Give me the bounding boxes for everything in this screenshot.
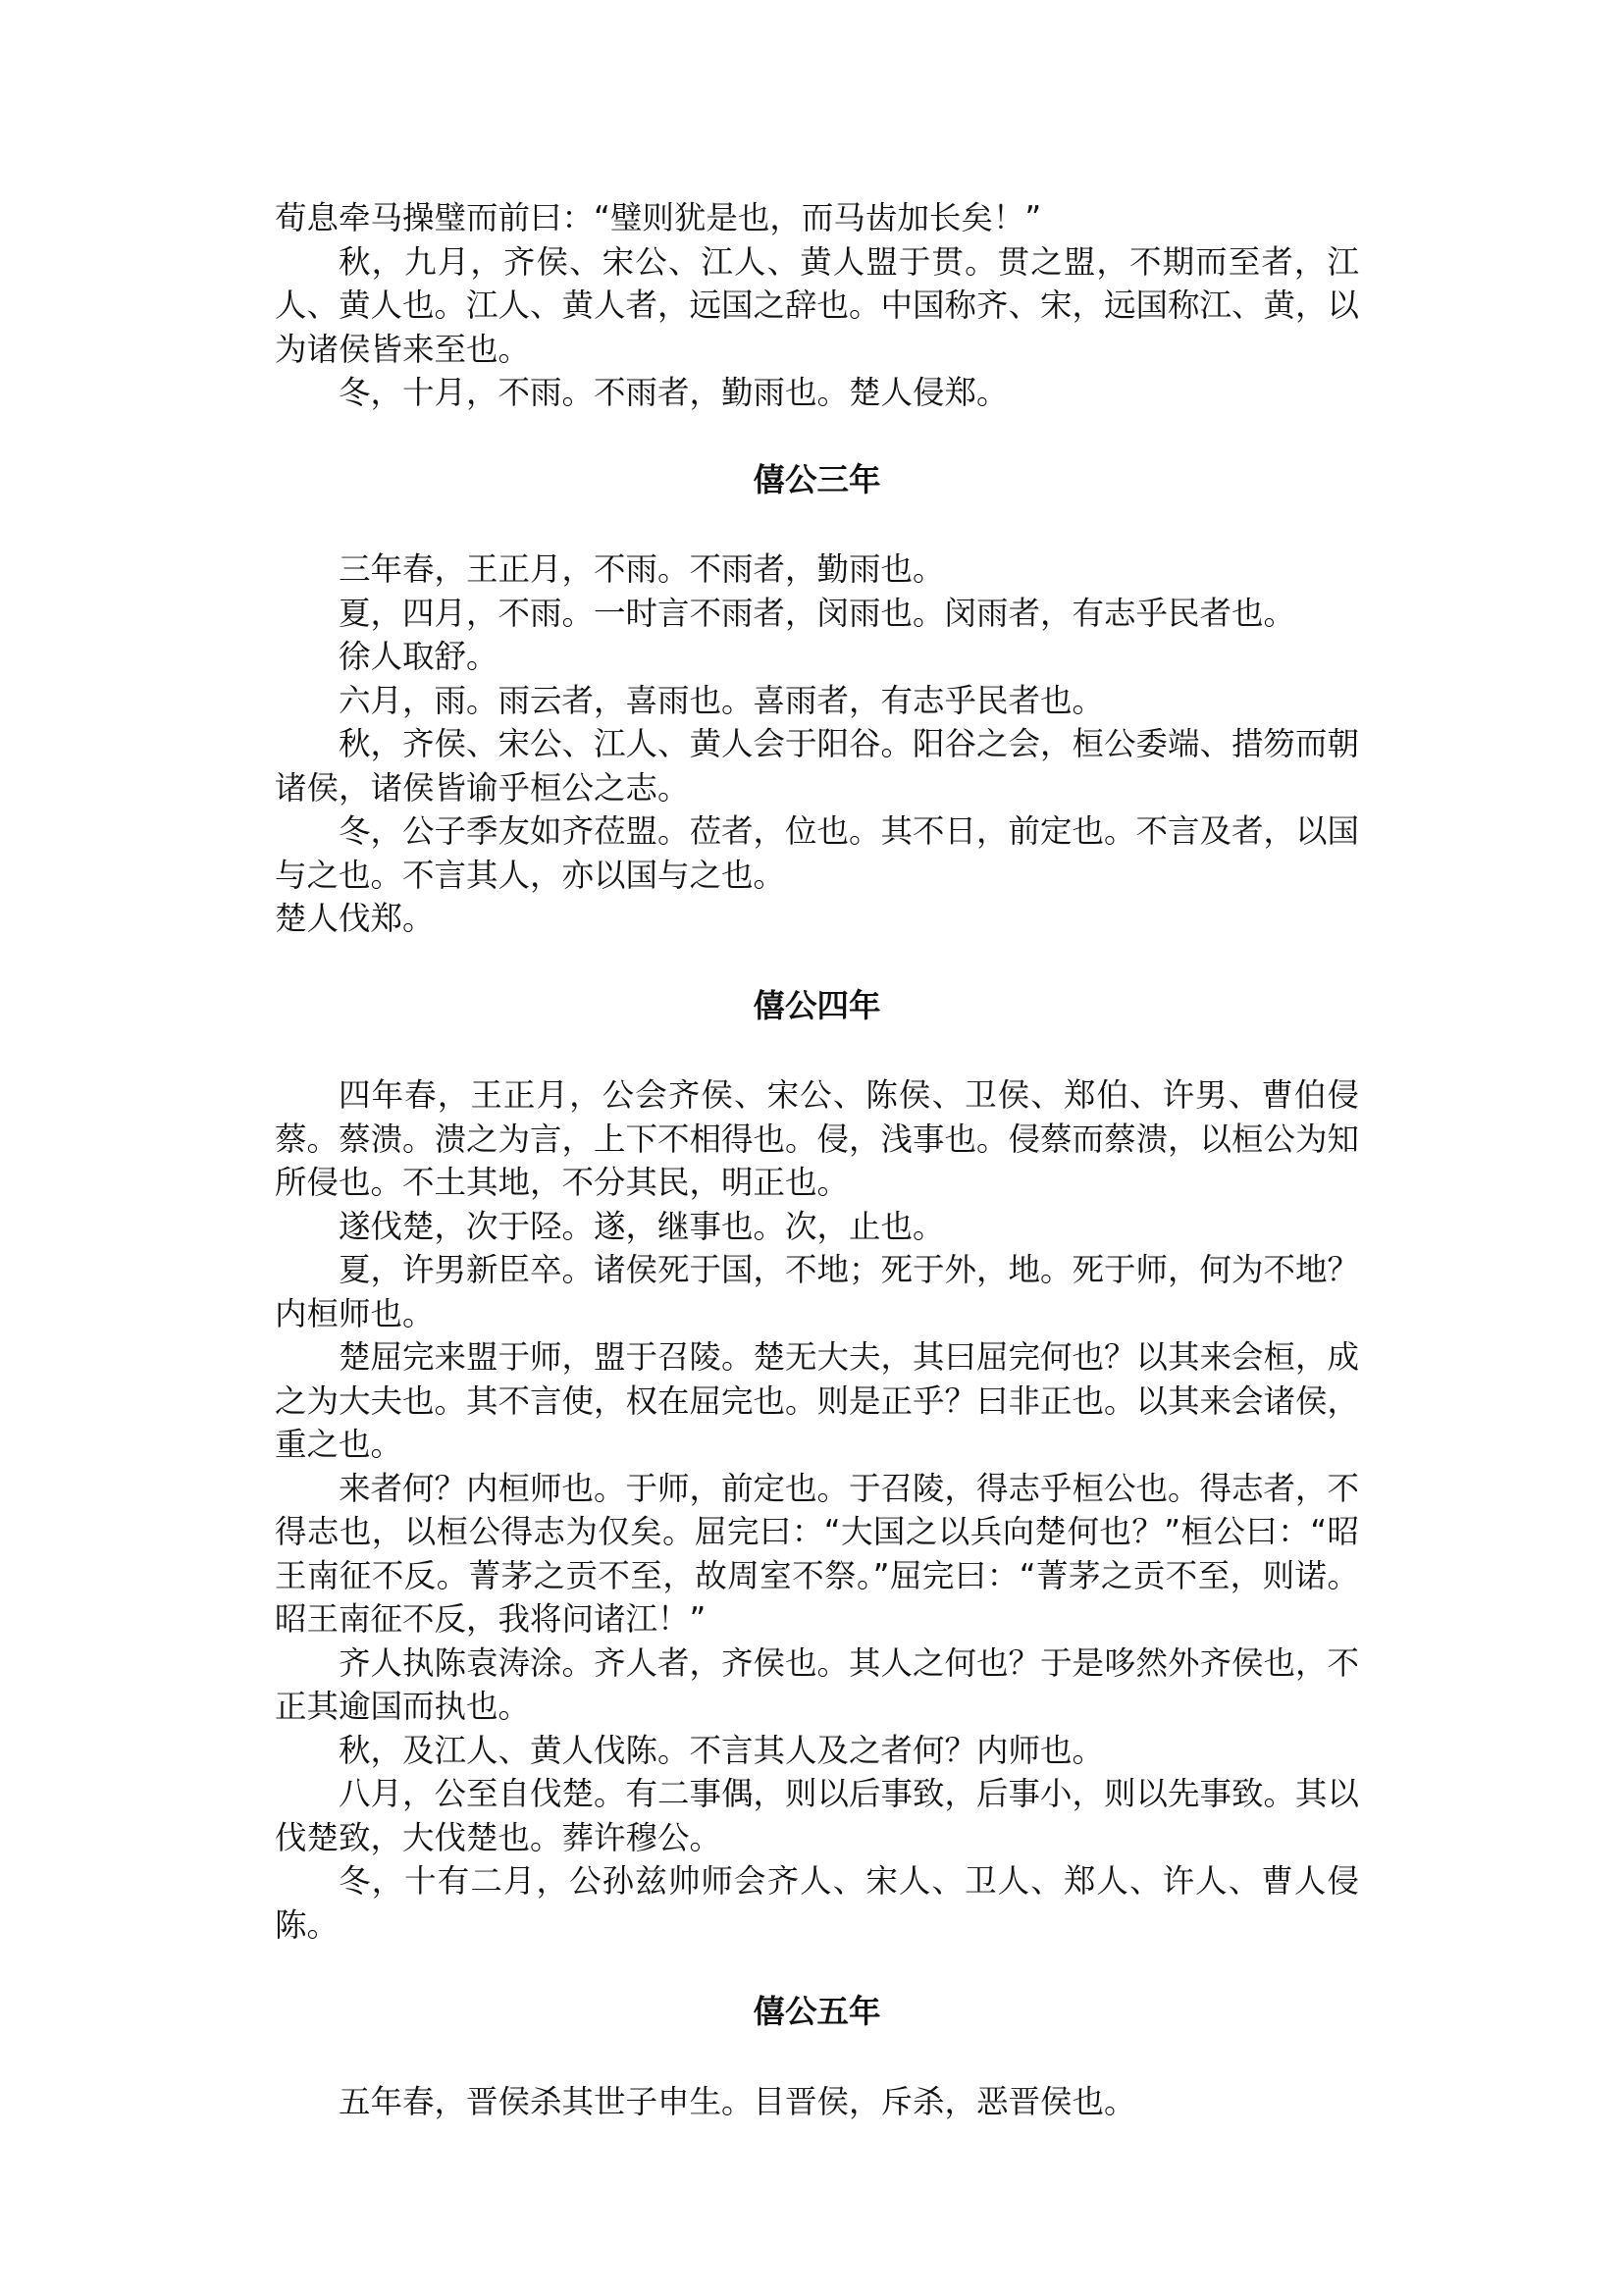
paragraph: 六月，雨。雨云者，喜雨也。喜雨者，有志乎民者也。	[339, 681, 1105, 719]
paragraph: 秋，齐侯、宋公、江人、黄人会于阳谷。阳谷之会，桓公委端、措笏而朝诸侯，诸侯皆谕乎桓公之志。	[275, 725, 1360, 807]
paragraph: 夏，许男新臣卒。诸侯死于国，不地；死于外，地。死于师，何为不地？内桓师也。	[275, 1251, 1360, 1332]
section-heading: 僖公五年	[753, 1993, 881, 2030]
paragraph: 楚屈完来盟于师，盟于召陵。楚无大夫，其曰屈完何也？以其来会桓，成之为大夫也。其不言使，权在屈完也。则是正乎？曰非正也。以其来会诸侯，重之也。	[275, 1338, 1360, 1463]
document-page	[275, 196, 1359, 2123]
paragraph: 秋，九月，齐侯、宋公、江人、黄人盟于贯。贯之盟，不期而至者，江人、黄人也。江人、黄人者，远国之辞也。中国称齐、宋，远国称江、黄，以为诸侯皆来至也。	[275, 242, 1360, 368]
paragraph: 四年春，王正月，公会齐侯、宋公、陈侯、卫侯、郑伯、许男、曹伯侵蔡。蔡溃。溃之为言，上下不相得也。侵，浅事也。侵蔡而蔡溃，以桓公为知所侵也。不土其地，不分其民，明正也。	[275, 1076, 1360, 1201]
paragraph: 夏，四月，不雨。一时言不雨者，闵雨也。闵雨者，有志乎民者也。	[339, 594, 1296, 632]
paragraph: 遂伐楚，次于陉。遂，继事也。次，止也。	[339, 1207, 945, 1245]
paragraph: 荀息牵马操璧而前曰：“璧则犹是也，而马齿加长矣！”	[275, 199, 1042, 236]
paragraph: 齐人执陈袁涛涂。齐人者，齐侯也。其人之何也？于是哆然外齐侯也，不正其逾国而执也。	[275, 1643, 1360, 1725]
paragraph: 三年春，王正月，不雨。不雨者，勤雨也。	[339, 550, 945, 588]
paragraph: 徐人取舒。	[339, 638, 498, 675]
paragraph: 八月，公至自伐楚。有二事偶，则以后事致，后事小，则以先事致。其以伐楚致，大伐楚也。葬许穆公。	[275, 1775, 1360, 1856]
paragraph: 冬，十有二月，公孙兹帅师会齐人、宋人、卫人、郑人、许人、曹人侵陈。	[275, 1862, 1359, 1944]
paragraph: 秋，及江人、黄人伐陈。不言其人及之者何？内师也。	[339, 1731, 1105, 1769]
paragraph: 来者何？内桓师也。于师，前定也。于召陵，得志乎桓公也。得志者，不得志也，以桓公得志为仅矣。屈完曰：“大国之以兵向楚何也？”桓公曰：“昭王南征不反。菁茅之贡不至，故周室不祭。”屈完曰：“菁茅之贡不至，则诺。昭王南征不反，我将问诸江！”	[275, 1469, 1360, 1638]
section-heading: 僖公四年	[753, 986, 881, 1024]
section-heading: 僖公三年	[753, 460, 881, 498]
paragraph: 冬，公子季友如齐莅盟。莅者，位也。其不日，前定也。不言及者，以国与之也。不言其人，亦以国与之也。	[275, 812, 1360, 894]
paragraph: 冬，十月，不雨。不雨者，勤雨也。楚人侵郑。	[339, 374, 1009, 411]
paragraph: 五年春，晋侯杀其世子申生。目晋侯，斥杀，恶晋侯也。	[339, 2082, 1136, 2120]
paragraph: 楚人伐郑。	[275, 900, 435, 937]
